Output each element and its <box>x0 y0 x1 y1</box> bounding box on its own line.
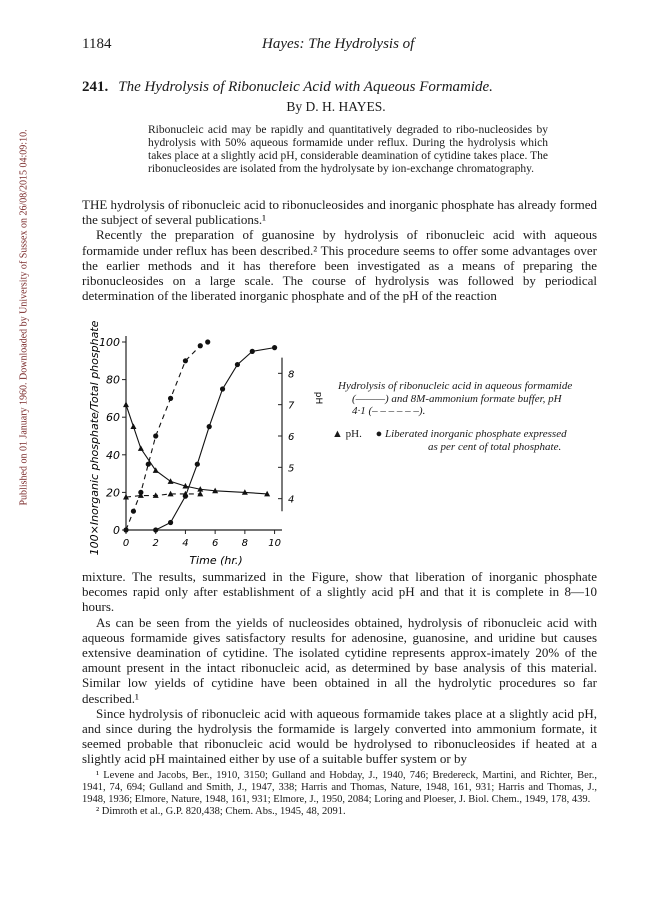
y-tick-label: 100 <box>99 336 120 349</box>
data-point <box>138 445 144 451</box>
paragraph: mixture. The results, summarized in the Figure, show that liberation of inorganic phosphate becomes rapid only after establishment of a slightly acid pH and that it is complete in 8—10 hours. <box>82 569 597 615</box>
paragraph: THE hydrolysis of ribonucleic acid to ribonucleosides and inorganic phosphate has already formed the subject of several publications.¹ <box>82 197 597 228</box>
body-bottom <box>82 569 597 767</box>
series-line <box>126 494 200 497</box>
data-point <box>195 462 200 467</box>
x-tick-label: 6 <box>211 538 219 549</box>
figure-caption <box>332 380 594 418</box>
footnotes <box>82 770 597 818</box>
data-point <box>153 527 158 532</box>
data-point <box>272 345 277 350</box>
x-tick-label: 10 <box>268 538 281 549</box>
footnote: ² Dimroth et al., G.P. 820,438; Chem. Abs., 1945, 48, 2091. <box>96 806 346 817</box>
data-point <box>131 509 136 514</box>
data-point <box>168 478 174 484</box>
data-point <box>205 339 210 344</box>
triangle-icon: ▲ <box>332 428 343 440</box>
y2-tick-label: 8 <box>288 369 295 381</box>
data-point <box>130 423 136 429</box>
paragraph: As can be seen from the yields of nucleosides obtained, hydrolysis of ribonucleic acid with aqueous formamide gives satisfactory results for adenosine, guanosine, and uridine but causes extensive deamination of cytidine. The isolated cytidine represents approx-imately 20% of the amount present in the intact ribonucleic acid, as determined by base analysis of this material. Similar low yields of cytidine have been obtained in all the hydrolytic procedures so far described.¹ <box>82 614 597 706</box>
page-header <box>82 36 592 56</box>
series-line <box>126 405 267 494</box>
figure-chart <box>82 308 332 570</box>
data-point <box>153 433 158 438</box>
running-title: Hayes: The Hydrolysis of <box>262 36 415 52</box>
body-top <box>82 197 597 303</box>
x-tick-label: 8 <box>241 538 249 549</box>
series-line <box>126 342 208 530</box>
data-point <box>220 386 225 391</box>
x-tick-label: 4 <box>182 538 189 549</box>
data-point <box>183 358 188 363</box>
footnote: ¹ Levene and Jacobs, Ber., 1910, 3150; Gulland and Hobday, J., 1940, 746; Bredereck, Martini, and Richter, Ber., 1941, 74, 694; Gulland and Smith, J., 1947, 338; Harris and Thomas, Nature, 1948, 161, 931; Harris and Thomas, J., 1948, 1936; Elmore, Nature, 1948, 161, 931; Elmore, J., 1950, 2084; Loring and Ploeser, J. Biol. Chem., 1949, 178, 439. <box>82 770 597 805</box>
abstract: Ribonucleic acid may be rapidly and quantitatively degraded to ribo-nucleosides by hydrolysis with 50% aqueous formamide under reflux. During the hydrolysis which takes place at a slightly acid pH, considerable deamination of cytidine takes place. The ribonucleosides are isolated from the hydrolysate by ion-exchange chromatography. <box>148 124 548 175</box>
article-author: By D. H. HAYES. <box>286 99 386 114</box>
data-point <box>123 401 129 407</box>
circle-icon: ● <box>375 428 383 440</box>
y-tick-label: 20 <box>106 486 120 500</box>
paragraph: Recently the preparation of guanosine by hydrolysis of ribonucleic acid with aqueous formamide under reflux has been described.² This procedure seems to offer some advantages over the earlier methods and it has therefore been investigated as a means of preparing the ribonucleosides on a large scale. The course of hydrolysis was followed by periodical determination of the liberated inorganic phosphate and of the pH of the reaction <box>82 227 597 304</box>
page-number: 1184 <box>82 36 112 52</box>
legend-phosphate: Liberated inorganic phosphate expressed <box>385 428 567 440</box>
data-point <box>168 396 173 401</box>
y-tick-label: 40 <box>106 448 120 462</box>
data-point <box>235 362 240 367</box>
y2-tick-label: 7 <box>288 400 295 412</box>
x-axis-label: Time (hr.) <box>189 554 243 567</box>
paragraph: Since hydrolysis of ribonucleic acid with aqueous formamide takes place at a slightly acid pH, and since during the hydrolysis the formamide is largely converted into ammonium formate, it seemed probable that ribonucleic acid would be hydrolysed to ribonucleosides if heated at a slightly acid pH maintained either by use of a suitable buffer system or by <box>82 705 597 767</box>
caption-line: 4·1 (– – – – – –). <box>352 405 426 417</box>
y2-tick-label: 5 <box>288 463 295 475</box>
caption-line: (———) and 8M-ammonium formate buffer, pH <box>352 392 562 405</box>
caption-line: Hydrolysis of ribonucleic acid in aqueous formamide <box>338 380 573 392</box>
data-point <box>168 520 173 525</box>
x-tick-label: 2 <box>152 538 159 549</box>
article-title: The Hydrolysis of Ribonucleic Acid with Aqueous Formamide. <box>118 79 493 95</box>
legend-ph: pH. <box>345 428 362 440</box>
series-line <box>156 348 275 530</box>
data-point <box>123 527 128 532</box>
data-point <box>250 349 255 354</box>
legend-phosphate-cont: as per cent of total phosphate. <box>428 440 562 453</box>
y2-tick-label: 4 <box>288 494 295 506</box>
y2-axis-label: pH <box>313 391 323 405</box>
y-tick-label: 80 <box>106 373 120 387</box>
data-point <box>207 424 212 429</box>
y-tick-label: 60 <box>106 411 120 425</box>
x-tick-label: 0 <box>122 538 130 549</box>
download-notice: Published on 01 January 1960. Downloaded by University of Sussex on 26/08/2015 04:09:10. <box>18 129 30 506</box>
y-axis-label: 100×Inorganic phosphate/Total phosphate <box>88 320 101 556</box>
data-point <box>198 343 203 348</box>
y2-tick-label: 6 <box>288 432 295 443</box>
article-number: 241. <box>82 79 109 95</box>
figure-legend <box>332 428 594 453</box>
y-tick-label: 0 <box>113 524 120 537</box>
article-title-line <box>82 79 602 96</box>
